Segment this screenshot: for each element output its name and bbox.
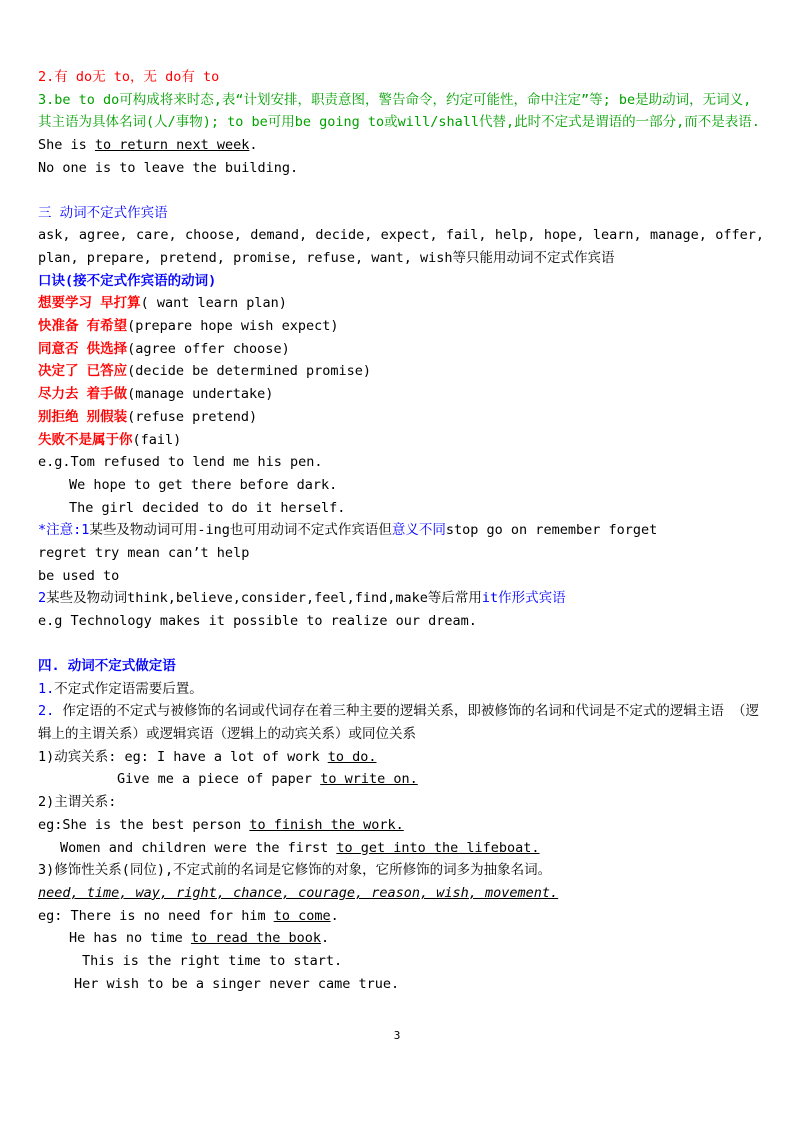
- mnemonic-line: 想要学习 早打算( want learn plan): [38, 295, 287, 312]
- underlined-phrase: to do.: [327, 748, 377, 765]
- mnemonic-line: 尽力去 着手做(manage undertake): [38, 386, 274, 403]
- mnemonic-title: 口诀(接不定式作宾语的动词): [38, 272, 217, 289]
- note-verbs-line: regret try mean can’t help: [38, 545, 250, 562]
- abstract-noun-list: need, time, way, right, chance, courage, reason, wish, movement.: [38, 884, 559, 901]
- relation-1: 1)动宾关系: eg: I have a lot of work to do.: [38, 748, 377, 765]
- example-line: We hope to get there before dark.: [69, 476, 338, 493]
- paragraph-1: 1.不定式作定语需要后置。: [38, 680, 203, 697]
- mnemonic-line: 决定了 已答应(decide be determined promise): [38, 363, 371, 380]
- verb-list-line: plan, prepare, pretend, promise, refuse, want, wish等只能用动词不定式作宾语: [38, 249, 615, 266]
- relation-2: 2)主谓关系:: [38, 794, 117, 811]
- verb-list-line: ask, agree, care, choose, demand, decide, expect, fail, help, hope, learn, manage, offer,: [38, 227, 764, 244]
- underlined-phrase: to write on.: [320, 771, 418, 788]
- example-line: No one is to leave the building.: [38, 159, 299, 176]
- page-number: 3: [393, 1029, 401, 1042]
- example-line: This is the right time to start.: [82, 953, 343, 970]
- underlined-phrase: to return next week: [94, 137, 250, 154]
- example-line: The girl decided to do it herself.: [69, 499, 346, 516]
- example-line: She is to return next week.: [38, 137, 258, 154]
- example-line: e.g Technology makes it possible to realize our dream.: [38, 613, 477, 630]
- mnemonic-line: 快准备 有希望(prepare hope wish expect): [38, 318, 339, 335]
- underlined-phrase: to get into the lifeboat.: [336, 839, 540, 856]
- relation-3: 3)修饰性关系(同位),不定式前的名词是它修饰的对象，它所修饰的词多为抽象名词。: [38, 862, 552, 879]
- spacer: [38, 180, 764, 202]
- example-line: Her wish to be a singer never came true.: [74, 975, 400, 992]
- note-line: *注意:1某些及物动词可用-ing也可用动词不定式作宾语但意义不同stop go on remember forget: [38, 522, 658, 539]
- underlined-phrase: to come: [273, 907, 331, 924]
- example-line: eg:She is the best person to finish the work.: [38, 816, 404, 833]
- underlined-phrase: to finish the work.: [249, 816, 404, 833]
- document-page: [38, 66, 764, 995]
- example-line: Give me a piece of paper to write on.: [117, 771, 418, 788]
- example-line: He has no time to read the book.: [69, 930, 330, 947]
- example-line: Women and children were the first to get into the lifeboat.: [60, 839, 540, 856]
- section-heading-4: 四. 动词不定式做定语: [38, 657, 176, 674]
- mnemonic-line: 同意否 供选择(agree offer choose): [38, 340, 290, 357]
- note-line: 2某些及物动词think,believe,consider,feel,find,make等后常用it作形式宾语: [38, 590, 566, 607]
- rule-item-2: 2.有 do无 to，无 do有 to: [38, 69, 220, 85]
- spacer: [38, 633, 764, 655]
- section-heading-3: 三 动词不定式作宾语: [38, 204, 168, 221]
- note-verbs-line: be used to: [38, 567, 120, 584]
- rule-item-3: 3.be to do可构成将来时态,表“计划安排，职责意图，警告命令，约定可能性，命中注定”等; be是助动词，无词义,其主语为具体名词(人/事物); to be可用be going to或will/shall代替,此时不定式是谓语的一部分,而不是表语.: [38, 91, 760, 131]
- underlined-phrase: to read the book: [190, 930, 321, 947]
- mnemonic-line: 失败不是属于你(fail): [38, 431, 182, 448]
- mnemonic-line: 别拒绝 别假装(refuse pretend): [38, 408, 258, 425]
- paragraph-2: 2. 作定语的不定式与被修饰的名词或代词存在着三种主要的逻辑关系，即被修饰的名词和代词是不定式的逻辑主语 （逻辑上的主谓关系）或逻辑宾语（逻辑上的动宾关系）或同位关系: [38, 703, 760, 742]
- example-line: e.g.Tom refused to lend me his pen.: [38, 454, 323, 471]
- example-line: eg: There is no need for him to come.: [38, 907, 339, 924]
